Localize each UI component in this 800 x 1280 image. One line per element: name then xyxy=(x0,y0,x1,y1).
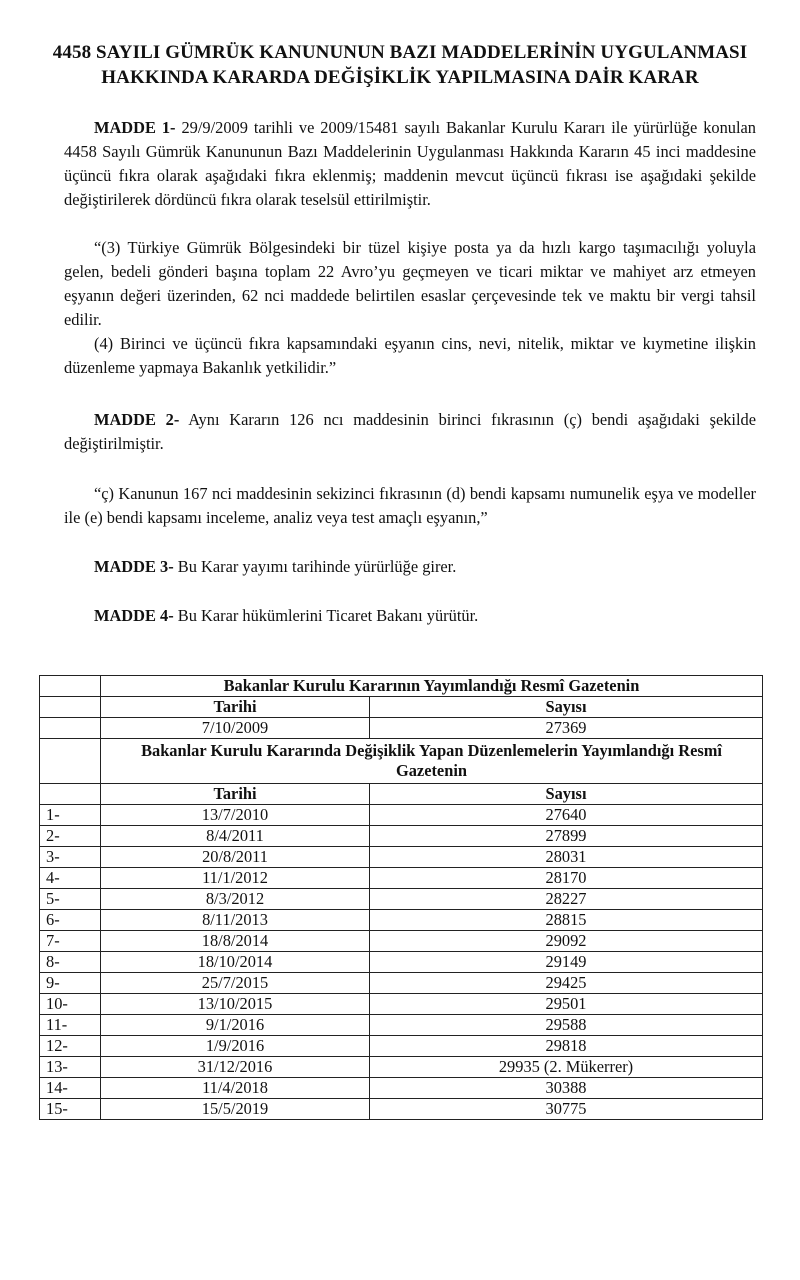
col-header-date: Tarihi xyxy=(101,697,370,718)
article-1 xyxy=(64,116,756,212)
row-index: 9- xyxy=(40,973,101,994)
row-date: 1/9/2016 xyxy=(101,1036,370,1057)
table-row xyxy=(40,994,763,1015)
row-index: 2- xyxy=(40,826,101,847)
row-number: 30775 xyxy=(370,1099,763,1120)
table-row xyxy=(40,1078,763,1099)
row-number: 29149 xyxy=(370,952,763,973)
table-row xyxy=(40,1057,763,1078)
table-row-original xyxy=(40,718,763,739)
row-index: 12- xyxy=(40,1036,101,1057)
row-number: 28170 xyxy=(370,868,763,889)
row-number: 28815 xyxy=(370,910,763,931)
row-date: 11/1/2012 xyxy=(101,868,370,889)
table-row xyxy=(40,973,763,994)
row-number: 29501 xyxy=(370,994,763,1015)
row-index: 11- xyxy=(40,1015,101,1036)
title-line-2: HAKKINDA KARARDA DEĞİŞİKLİK YAPILMASINA DAİR KARAR xyxy=(101,67,699,88)
quote-item-c: “ç) Kanunun 167 nci maddesinin sekizinci fıkrasının (d) bendi kapsamı numunelik eşya ve modeller ile (e) bendi kapsamı inceleme, analiz veya test amaçlı eşyanın,” xyxy=(64,484,756,527)
table-row xyxy=(40,826,763,847)
article-4 xyxy=(64,604,756,628)
row-index: 15- xyxy=(40,1099,101,1120)
row-number: 29588 xyxy=(370,1015,763,1036)
row-index: 10- xyxy=(40,994,101,1015)
row-index: 7- xyxy=(40,931,101,952)
row-index: 4- xyxy=(40,868,101,889)
row-number: 29092 xyxy=(370,931,763,952)
row-number: 27899 xyxy=(370,826,763,847)
quote-paragraph-3: “(3) Türkiye Gümrük Bölgesindeki bir tüzel kişiye posta ya da hızlı kargo taşımacılığı yoluyla gelen, bedeli gönderi başına toplam 22 Avro’yu geçmeyen ve ticari miktar ve mahiyet arz etmeyen eşyanın değeri üzerinden, 62 nci maddede belirtilen esaslar çerçevesinde tek ve maktu bir vergi tahsil edilir. xyxy=(64,238,756,329)
row-index: 8- xyxy=(40,952,101,973)
table-header-original: Bakanlar Kurulu Kararının Yayımlandığı Resmî Gazetenin xyxy=(101,676,763,697)
table-row xyxy=(40,931,763,952)
row-date: 15/5/2019 xyxy=(101,1099,370,1120)
row-date: 8/3/2012 xyxy=(101,889,370,910)
table-row xyxy=(40,1099,763,1120)
row-number: 30388 xyxy=(370,1078,763,1099)
original-number: 27369 xyxy=(370,718,763,739)
article-1-text: 29/9/2009 tarihli ve 2009/15481 sayılı Bakanlar Kurulu Kararı ile yürürlüğe konulan 4458 Sayılı Gümrük Kanununun Bazı Maddelerinin Uygulanması Hakkında Kararın 45 inci maddesine üçüncü fıkra olarak aşağıdaki fıkra eklenmiş; maddenin mevcut üçüncü fıkrası ise aşağıdaki şekilde değiştirilerek dördüncü fıkra olarak teselsül ettirilmiştir. xyxy=(64,118,756,209)
table-row xyxy=(40,910,763,931)
row-date: 25/7/2015 xyxy=(101,973,370,994)
row-number: 29425 xyxy=(370,973,763,994)
row-date: 18/10/2014 xyxy=(101,952,370,973)
row-index: 5- xyxy=(40,889,101,910)
row-date: 11/4/2018 xyxy=(101,1078,370,1099)
article-3 xyxy=(64,555,756,579)
table-header-row xyxy=(40,676,763,697)
article-4-label: MADDE 4- xyxy=(94,606,174,625)
article-2-quote xyxy=(64,482,756,530)
table-row xyxy=(40,847,763,868)
col-header-number-2: Sayısı xyxy=(370,784,763,805)
row-date: 8/11/2013 xyxy=(101,910,370,931)
row-date: 8/4/2011 xyxy=(101,826,370,847)
table-subheader-row xyxy=(40,697,763,718)
row-date: 31/12/2016 xyxy=(101,1057,370,1078)
table-row xyxy=(40,805,763,826)
document-title xyxy=(40,40,760,90)
col-header-date-2: Tarihi xyxy=(101,784,370,805)
gazette-reference-table xyxy=(39,675,763,1120)
table-row xyxy=(40,1036,763,1057)
row-date: 20/8/2011 xyxy=(101,847,370,868)
table-row xyxy=(40,952,763,973)
table-header-row-2 xyxy=(40,739,763,784)
row-number: 28031 xyxy=(370,847,763,868)
row-date: 9/1/2016 xyxy=(101,1015,370,1036)
row-index: 1- xyxy=(40,805,101,826)
quote-paragraph-4: (4) Birinci ve üçüncü fıkra kapsamındaki eşyanın cins, nevi, nitelik, miktar ve kıymetine ilişkin düzenleme yapmaya Bakanlık yetkilidir.” xyxy=(64,334,756,377)
table-row xyxy=(40,868,763,889)
article-1-quote xyxy=(64,236,756,380)
col-header-number: Sayısı xyxy=(370,697,763,718)
row-index: 3- xyxy=(40,847,101,868)
row-index: 13- xyxy=(40,1057,101,1078)
article-1-label: MADDE 1- xyxy=(94,118,176,137)
article-4-text: Bu Karar hükümlerini Ticaret Bakanı yürütür. xyxy=(177,606,479,625)
row-number: 27640 xyxy=(370,805,763,826)
row-date: 13/10/2015 xyxy=(101,994,370,1015)
table-row xyxy=(40,889,763,910)
article-2-label: MADDE 2- xyxy=(94,410,180,429)
table-subheader-row-2 xyxy=(40,784,763,805)
article-3-label: MADDE 3- xyxy=(94,557,174,576)
row-number: 28227 xyxy=(370,889,763,910)
row-number: 29818 xyxy=(370,1036,763,1057)
row-date: 18/8/2014 xyxy=(101,931,370,952)
original-date: 7/10/2009 xyxy=(101,718,370,739)
article-2 xyxy=(64,408,756,456)
row-index: 14- xyxy=(40,1078,101,1099)
row-date: 13/7/2010 xyxy=(101,805,370,826)
article-3-text: Bu Karar yayımı tarihinde yürürlüğe girer. xyxy=(177,557,457,576)
table-header-amendments: Bakanlar Kurulu Kararında Değişiklik Yapan Düzenlemelerin Yayımlandığı Resmî Gazetenin xyxy=(101,739,763,784)
table-row xyxy=(40,1015,763,1036)
title-line-1: 4458 SAYILI GÜMRÜK KANUNUNUN BAZI MADDELERİNİN UYGULANMASI xyxy=(52,42,748,63)
article-2-text: Aynı Kararın 126 ncı maddesinin birinci fıkrasının (ç) bendi aşağıdaki şekilde değiştirilmiştir. xyxy=(64,410,756,453)
row-number: 29935 (2. Mükerrer) xyxy=(370,1057,763,1078)
row-index: 6- xyxy=(40,910,101,931)
